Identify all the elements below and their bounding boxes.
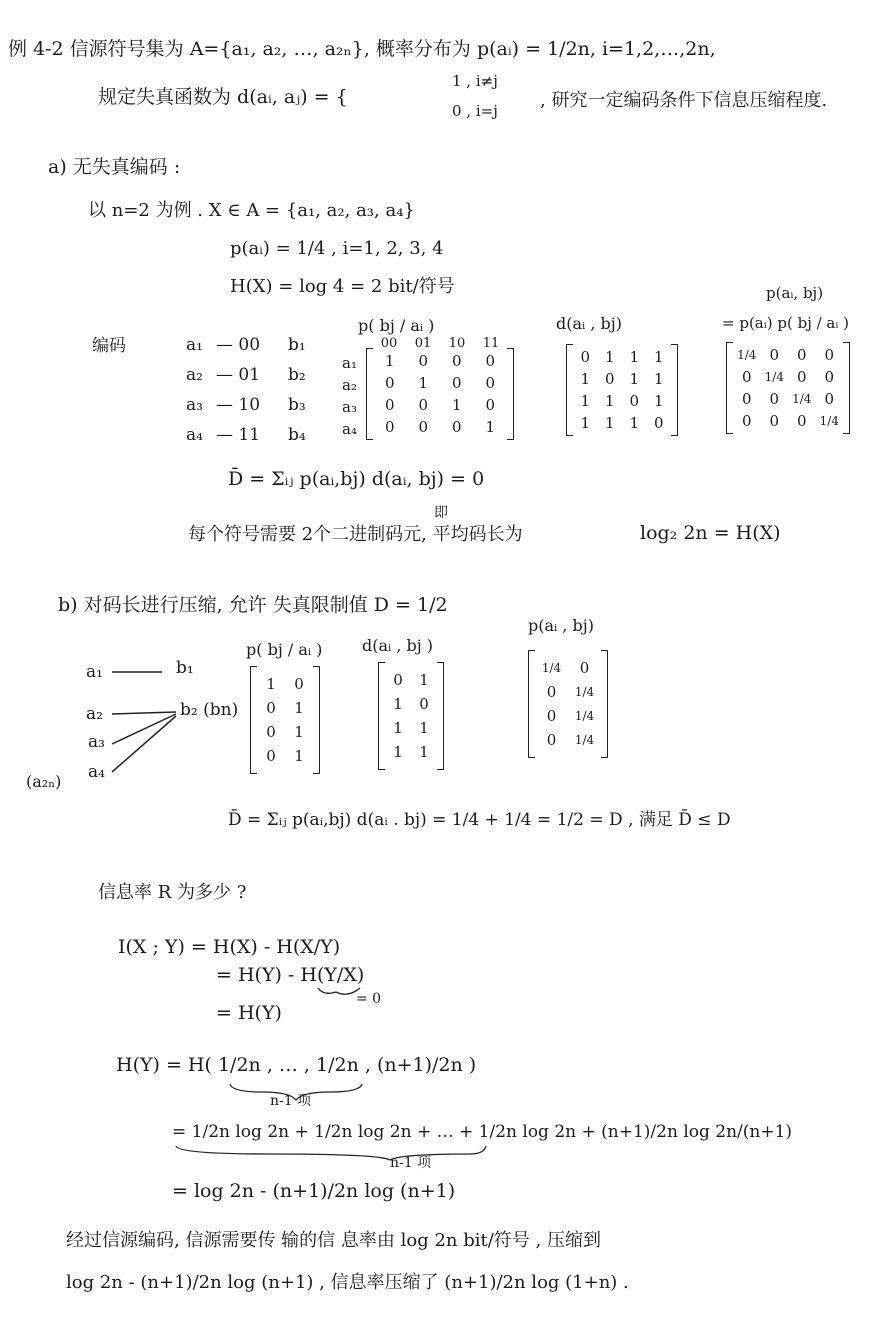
part-a-note-formula: log₂ 2n = H(X): [640, 522, 781, 544]
code-out: b₁: [288, 335, 306, 355]
src-symbol: a₁: [86, 662, 103, 682]
mutual-info-line3: = H(Y): [216, 1002, 282, 1024]
src-symbol: a₃: [88, 732, 105, 752]
col-header: 00: [380, 336, 398, 351]
conclusion-line2: log 2n - (n+1)/2n log (n+1) , 信息率压缩了 (n+1)/2n log (1+n) .: [66, 1272, 629, 1293]
matrix-row: 0 1: [266, 723, 304, 741]
part-a-entropy: H(X) = log 4 = 2 bit/符号: [230, 276, 455, 297]
distortion-case-1: 1 , i≠j: [452, 72, 498, 90]
row-label: a₁: [342, 354, 357, 372]
matrix-title: = p(aᵢ) p( bj / aᵢ ): [722, 314, 850, 332]
coding-label: 编码: [92, 336, 126, 356]
matrix-title: p(aᵢ , bj): [528, 616, 594, 635]
matrix-title-top: p(aᵢ, bj): [766, 284, 824, 302]
matrix-row: 1/4 0 0 0: [737, 346, 835, 364]
hy-line3: = log 2n - (n+1)/2n log (n+1): [172, 1180, 456, 1202]
matrix-row: 1 1 0 1: [580, 392, 664, 410]
row-label: a₂: [342, 376, 357, 394]
matrix-row: 0 1/4: [546, 707, 595, 725]
distortion-case-2: 0 , i=j: [452, 102, 498, 120]
matrix-row: 0 1/4 0 0: [741, 368, 835, 386]
matrix-row: 0 0 1/4 0: [741, 390, 835, 408]
mutual-info-line1: I(X ; Y) = H(X) - H(X/Y): [118, 936, 341, 958]
part-a-note: 每个符号需要 2个二进制码元, 平均码长为: [188, 524, 523, 545]
hy-line2-brace-label: n-1 项: [390, 1155, 432, 1171]
matrix-row: 0 1 1 1: [580, 348, 664, 366]
out-symbol: b₂ (bn): [180, 700, 239, 720]
hy-line2: = 1/2n log 2n + 1/2n log 2n + … + 1/2n log 2n + (n+1)/2n log 2n/(n+1): [172, 1122, 793, 1142]
matrix-row: 1 1 1 0: [580, 414, 664, 432]
info-rate-question: 信息率 R 为多少 ?: [98, 882, 247, 903]
matrix-row: 1 1: [393, 719, 429, 737]
matrix-row: 1/4 0: [541, 659, 590, 677]
code-value: — 00: [216, 335, 261, 355]
out-symbol: b₁: [176, 658, 194, 678]
matrix-row: 1 0: [393, 695, 429, 713]
code-out: b₃: [288, 395, 306, 415]
code-value: — 11: [216, 425, 261, 445]
part-a-title: a) 无失真编码 :: [48, 156, 181, 178]
matrix-row: 0 1: [266, 699, 304, 717]
col-header: 10: [448, 336, 466, 351]
part-a-example: 以 n=2 为例 . X ∈ A = {a₁, a₂, a₃, a₄}: [88, 200, 415, 221]
col-header: 11: [482, 336, 500, 351]
code-out: b₂: [288, 365, 306, 385]
matrix-row: 0 0 0 1/4: [741, 412, 839, 430]
matrix-row: 0 1: [393, 671, 429, 689]
note-annotation: 即: [434, 505, 448, 521]
matrix-row: 0 1: [266, 747, 304, 765]
code-src: a₄: [186, 425, 203, 445]
code-src: a₂: [186, 365, 203, 385]
matrix-row: 0 0 1 0: [384, 396, 496, 414]
example-header-line: 例 4-2 信源符号集为 A={a₁, a₂, …, a₂ₙ}, 概率分布为 p(aᵢ) = 1/2n, i=1,2,…,2n,: [8, 38, 716, 60]
matrix-row: 1 0 1 1: [580, 370, 664, 388]
row-label: a₃: [342, 398, 357, 416]
matrix-title: p( bj / aᵢ ): [358, 316, 435, 335]
mutual-info-zero: = 0: [356, 991, 382, 1007]
row-label: a₄: [342, 420, 357, 438]
hy-line1: H(Y) = H( 1/2n , … , 1/2n , (n+1)/2n ): [116, 1054, 477, 1076]
code-src: a₁: [186, 335, 203, 355]
src-symbol-general: (a₂ₙ): [26, 772, 62, 791]
col-header: 01: [414, 336, 432, 351]
part-b-avg-distortion: D̄ = Σᵢⱼ p(aᵢ,bj) d(aᵢ . bj) = 1/4 + 1/4 = 1/2 = D , 满足 D̄ ≤ D: [228, 810, 731, 830]
mutual-info-line2: = H(Y) - H(Y/X): [216, 964, 365, 986]
part-b-title: b) 对码长进行压缩, 允许 失真限制值 D = 1/2: [58, 594, 448, 616]
src-symbol: a₄: [88, 762, 105, 782]
distortion-def-tail: , 研究一定编码条件下信息压缩程度.: [540, 90, 828, 111]
matrix-row: 0 1/4: [546, 731, 595, 749]
part-a-prob: p(aᵢ) = 1/4 , i=1, 2, 3, 4: [230, 238, 444, 259]
matrix-row: 0 1/4: [546, 683, 595, 701]
code-out: b₄: [288, 425, 306, 445]
matrix-row: 0 0 0 1: [384, 418, 496, 436]
matrix-row: 1 0 0 0: [384, 352, 496, 370]
src-symbol: a₂: [86, 704, 103, 724]
code-value: — 01: [216, 365, 261, 385]
matrix-title: d(aᵢ , bj ): [362, 636, 434, 655]
distortion-def-lead: 规定失真函数为 d(aᵢ, aⱼ) = {: [98, 86, 348, 108]
matrix-row: 1 0: [266, 675, 304, 693]
matrix-row: 0 1 0 0: [384, 374, 496, 392]
code-src: a₃: [186, 395, 203, 415]
matrix-title: p( bj / aᵢ ): [246, 640, 323, 659]
hy-line1-brace-label: n-1 项: [270, 1093, 312, 1109]
matrix-title: d(aᵢ , bj): [556, 314, 622, 333]
part-a-avg-distortion: D̄ = Σᵢⱼ p(aᵢ,bj) d(aᵢ, bj) = 0: [228, 468, 485, 490]
conclusion-line1: 经过信源编码, 信源需要传 输的信 息率由 log 2n bit/符号 , 压缩到: [66, 1230, 601, 1251]
matrix-row: 1 1: [393, 743, 429, 761]
code-value: — 10: [216, 395, 261, 415]
